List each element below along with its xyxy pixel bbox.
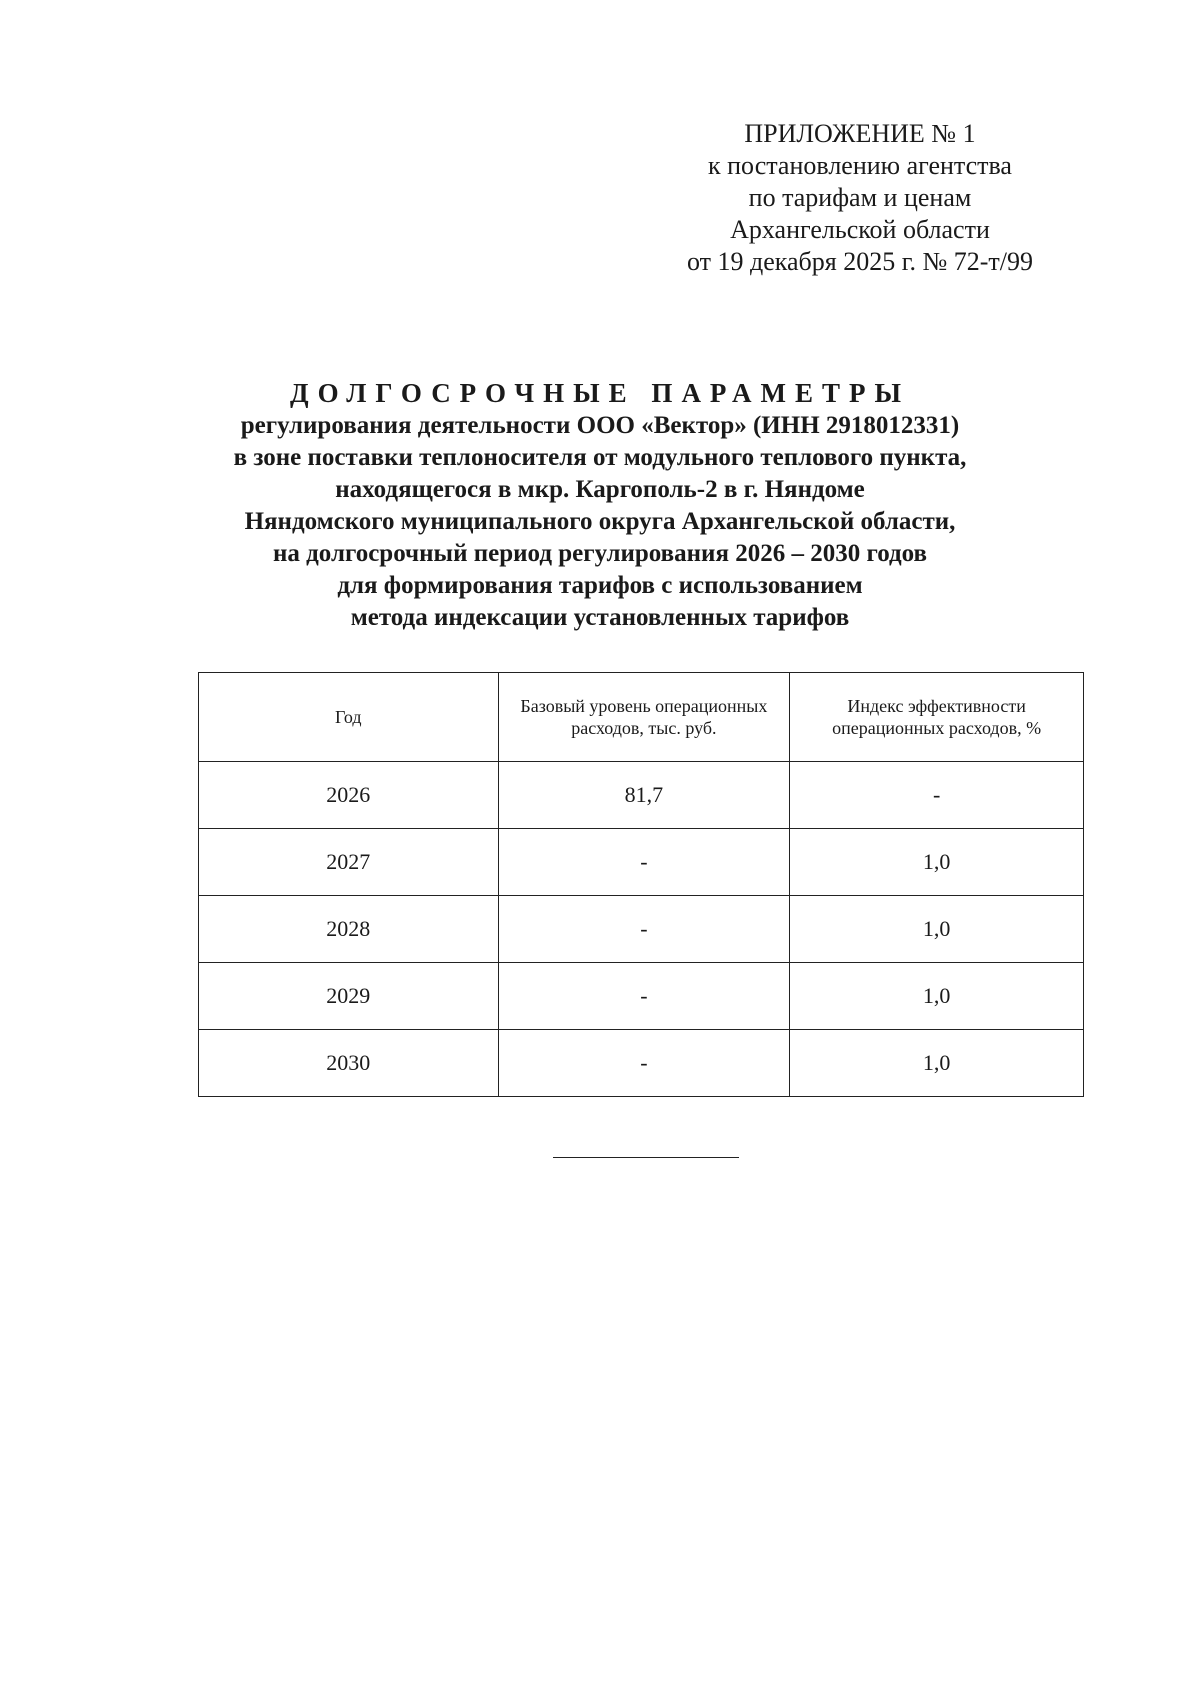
appendix-number: ПРИЛОЖЕНИЕ № 1	[744, 119, 976, 148]
subtitle-line: находящегося в мкр. Каргополь-2 в г. Няндоме	[335, 476, 865, 503]
cell-year: 2028	[199, 896, 499, 963]
appendix-ref-line: по тарифам и ценам	[748, 183, 972, 212]
header-efficiency-index: Индекс эффективности операционных расходов, %	[790, 673, 1084, 762]
cell-year: 2026	[199, 762, 499, 829]
cell-efficiency-index: 1,0	[790, 896, 1084, 963]
title-subtitle	[150, 410, 1050, 634]
appendix-header	[640, 118, 1080, 278]
header-year: Год	[199, 673, 499, 762]
cell-base-opex: -	[498, 896, 790, 963]
cell-base-opex: 81,7	[498, 762, 790, 829]
subtitle-line: регулирования деятельности ООО «Вектор» (ИНН 2918012331)	[240, 412, 960, 439]
table-row	[199, 963, 1084, 1030]
cell-efficiency-index: 1,0	[790, 963, 1084, 1030]
table-row	[199, 1030, 1084, 1097]
document-title	[150, 376, 1050, 634]
cell-efficiency-index: 1,0	[790, 1030, 1084, 1097]
header-base-opex: Базовый уровень операционных расходов, тыс. руб.	[498, 673, 790, 762]
cell-efficiency-index: 1,0	[790, 829, 1084, 896]
subtitle-line: для формирования тарифов с использованием	[337, 572, 863, 599]
table-row	[199, 829, 1084, 896]
appendix-ref-line: Архангельской области	[730, 215, 990, 244]
cell-efficiency-index: -	[790, 762, 1084, 829]
parameters-table	[198, 672, 1084, 1097]
cell-year: 2027	[199, 829, 499, 896]
title-main: ДОЛГОСРОЧНЫЕ ПАРАМЕТРЫ	[290, 378, 910, 408]
subtitle-line: метода индексации установленных тарифов	[350, 604, 850, 631]
appendix-date-number: от 19 декабря 2025 г. № 72-т/99	[686, 247, 1034, 276]
subtitle-line: в зоне поставки теплоносителя от модульного теплового пункта,	[233, 444, 967, 471]
cell-year: 2029	[199, 963, 499, 1030]
cell-base-opex: -	[498, 1030, 790, 1097]
end-divider	[553, 1157, 739, 1158]
table-row	[199, 896, 1084, 963]
table-row	[199, 762, 1084, 829]
table-header-row	[199, 673, 1084, 762]
appendix-ref-line: к постановлению агентства	[708, 151, 1012, 180]
cell-year: 2030	[199, 1030, 499, 1097]
cell-base-opex: -	[498, 829, 790, 896]
cell-base-opex: -	[498, 963, 790, 1030]
subtitle-line: на долгосрочный период регулирования 2026 – 2030 годов	[272, 540, 928, 567]
subtitle-line: Няндомского муниципального округа Архангельской области,	[244, 508, 956, 535]
